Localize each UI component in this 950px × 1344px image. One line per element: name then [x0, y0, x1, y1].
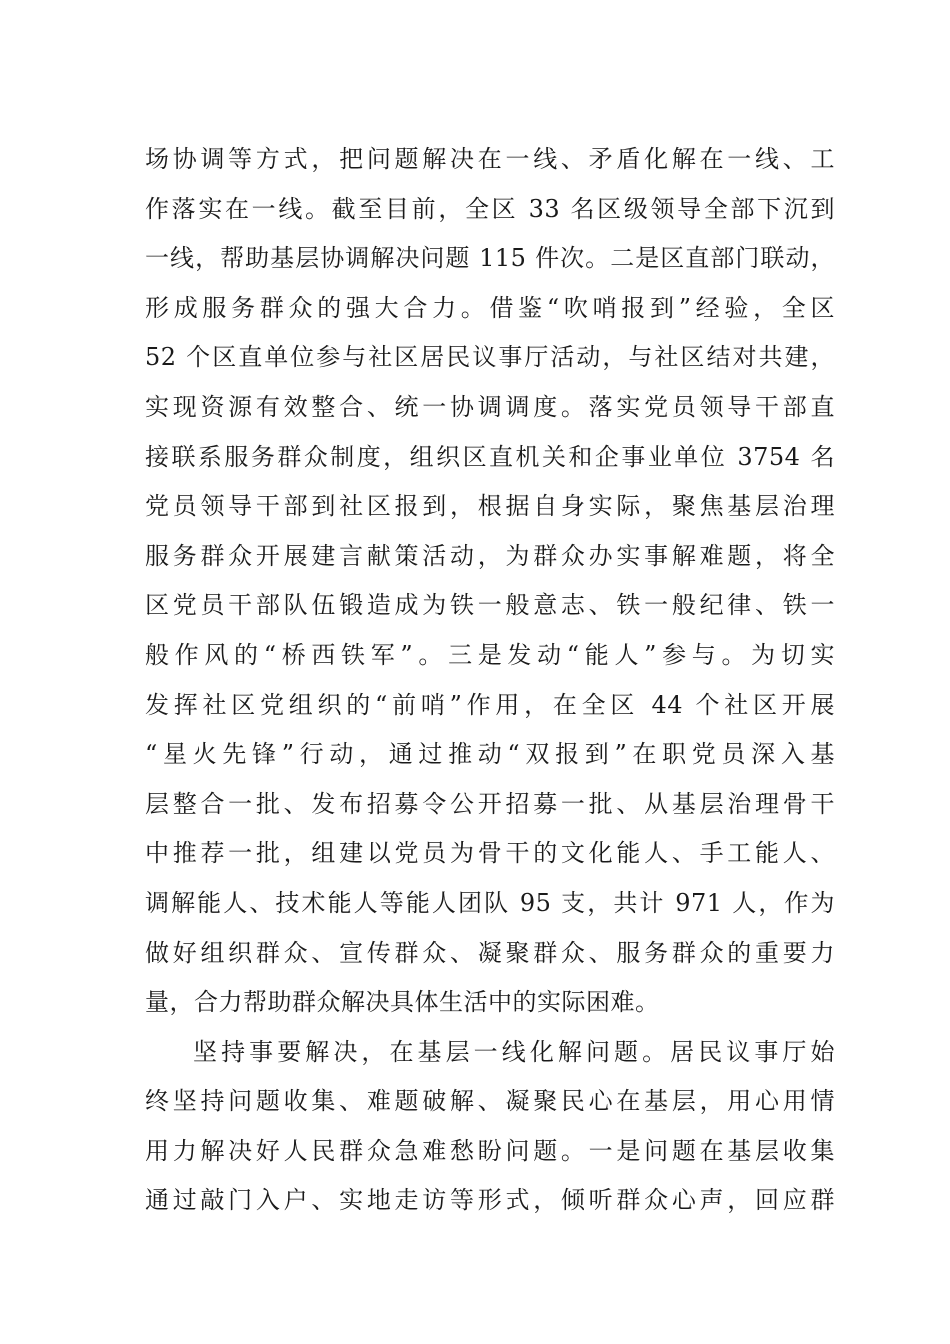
text-line: 一线，帮助基层协调解决问题 115 件次。二是区直部门联动， [145, 244, 835, 273]
text-line: 终坚持问题收集、难题破解、凝聚民心在基层，用心用情 [145, 1087, 835, 1116]
paragraph-2 [145, 1028, 835, 1226]
text-line: 形成服务群众的强大合力。借鉴“吹哨报到”经验，全区 [145, 293, 835, 322]
text-line: 中推荐一批，组建以党员为骨干的文化能人、手工能人、 [145, 839, 835, 868]
text-line: “星火先锋”行动，通过推动“双报到”在职党员深入基 [145, 740, 835, 769]
text-line: 层整合一批、发布招募令公开招募一批、从基层治理骨干 [145, 789, 835, 818]
text-line: 党员领导干部到社区报到，根据自身实际，聚焦基层治理 [145, 492, 835, 521]
text-line: 发挥社区党组织的“前哨”作用，在全区 44 个社区开展 [145, 690, 835, 719]
text-line: 区党员干部队伍锻造成为铁一般意志、铁一般纪律、铁一 [145, 591, 835, 620]
paragraph-1 [145, 135, 835, 1028]
text-line: 52 个区直单位参与社区居民议事厅活动，与社区结对共建， [145, 343, 835, 372]
text-line: 场协调等方式，把问题解决在一线、矛盾化解在一线、工 [145, 145, 835, 173]
text-line: 坚持事要解决，在基层一线化解问题。居民议事厅始 [193, 1037, 835, 1066]
text-line: 般作风的“桥西铁军”。三是发动“能人”参与。为切实 [145, 640, 835, 669]
body-text [145, 135, 835, 1226]
text-line: 调解能人、技术能人等能人团队 95 支，共计 971 人，作为 [145, 888, 835, 917]
text-line: 通过敲门入户、实地走访等形式，倾听群众心声，回应群 [145, 1186, 835, 1215]
text-line: 做好组织群众、宣传群众、凝聚群众、服务群众的重要力 [145, 938, 835, 967]
text-line: 用力解决好人民群众急难愁盼问题。一是问题在基层收集 [145, 1136, 835, 1165]
text-line: 量，合力帮助群众解决具体生活中的实际困难。 [145, 988, 660, 1017]
text-line: 接联系服务群众制度，组织区直机关和企事业单位 3754 名 [145, 442, 835, 471]
text-line: 实现资源有效整合、统一协调调度。落实党员领导干部直 [145, 392, 835, 421]
text-line: 服务群众开展建言献策活动，为群众办实事解难题，将全 [145, 541, 835, 570]
text-line: 作落实在一线。截至目前，全区 33 名区级领导全部下沉到 [145, 194, 835, 223]
